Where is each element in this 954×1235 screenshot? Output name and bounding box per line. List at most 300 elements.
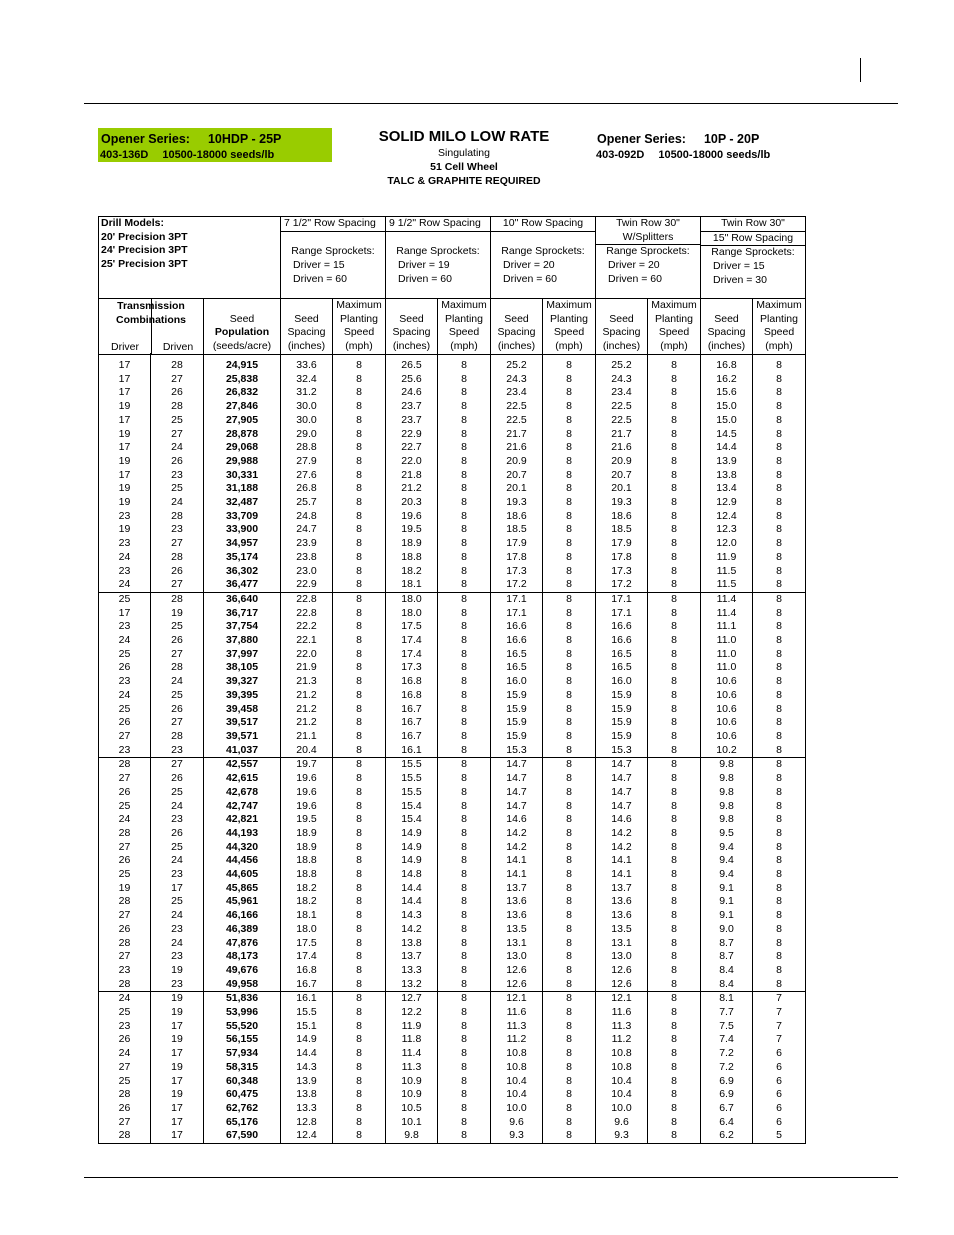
table-cell: 8 [648, 648, 701, 662]
table-cell: 12.6 [596, 964, 648, 978]
table-cell: 17.3 [491, 565, 543, 579]
table-cell: 28 [99, 827, 151, 841]
table-cell: 17 [99, 386, 151, 400]
table-cell: 9.8 [386, 1129, 438, 1143]
table-cell: 8 [648, 1033, 701, 1047]
table-cell: 27.6 [281, 469, 333, 483]
table-cell: 8 [438, 537, 491, 551]
table-cell: 14.3 [386, 909, 438, 923]
table-cell: 17 [151, 1075, 204, 1089]
table-cell: 8 [753, 496, 806, 510]
seed-spacing-header: Seed Spacing (inches) [596, 299, 648, 355]
table-cell: 12.1 [491, 992, 543, 1006]
table-cell: 19 [151, 607, 204, 621]
table-cell: 8 [438, 1102, 491, 1116]
table-cell: 60,348 [204, 1075, 281, 1089]
table-cell: 8 [648, 400, 701, 414]
table-cell: 17 [151, 1102, 204, 1116]
table-cell: 19 [151, 1088, 204, 1102]
table-cell: 25 [99, 868, 151, 882]
table-cell: 24 [151, 909, 204, 923]
seed-spacing-header: Seed Spacing (inches) [386, 299, 438, 355]
table-cell: 8 [753, 565, 806, 579]
table-cell: 44,193 [204, 827, 281, 841]
table-cell: 24.3 [596, 373, 648, 387]
table-cell: 10.9 [386, 1088, 438, 1102]
table-cell: 5 [753, 1129, 806, 1143]
table-cell: 8 [438, 964, 491, 978]
table-cell: 8 [753, 895, 806, 909]
spacing-7-5-cell [281, 217, 386, 299]
table-cell: 24 [151, 675, 204, 689]
table-cell: 17 [99, 373, 151, 387]
table-cell: 8 [333, 510, 386, 524]
table-cell: 25.2 [491, 353, 543, 373]
table-cell: 16.8 [281, 964, 333, 978]
table-cell: 25 [99, 703, 151, 717]
table-cell: 8 [543, 565, 596, 579]
table-cell: 12.3 [701, 523, 753, 537]
table-cell: 8 [753, 551, 806, 565]
table-cell: 25 [151, 414, 204, 428]
table-cell: 8 [543, 607, 596, 621]
table-cell: 14.7 [596, 786, 648, 800]
table-cell: 14.7 [491, 800, 543, 814]
table-cell: 14.1 [491, 868, 543, 882]
table-cell: 8 [753, 537, 806, 551]
table-cell: 8 [753, 813, 806, 827]
table-cell: 25.6 [386, 373, 438, 387]
table-cell: 8 [753, 758, 806, 772]
table-cell: 9.8 [701, 772, 753, 786]
table-cell: 11.8 [386, 1033, 438, 1047]
table-cell: 8 [333, 1047, 386, 1061]
table-cell: 15.9 [491, 716, 543, 730]
table-cell: 17.8 [491, 551, 543, 565]
table-cell: 27 [151, 716, 204, 730]
table-cell: 8 [333, 800, 386, 814]
table-cell: 23.7 [386, 400, 438, 414]
table-cell: 8 [753, 703, 806, 717]
table-cell: 8 [648, 1020, 701, 1034]
table-row [99, 565, 806, 579]
table-cell: 28 [99, 937, 151, 951]
table-cell: 11.2 [491, 1033, 543, 1047]
table-cell: 17 [99, 414, 151, 428]
table-cell: 46,389 [204, 923, 281, 937]
table-cell: 8 [333, 813, 386, 827]
table-cell: 8.4 [701, 964, 753, 978]
table-cell: 13.7 [386, 950, 438, 964]
table-cell: 9.6 [491, 1116, 543, 1130]
table-cell: 24 [99, 578, 151, 592]
table-cell: 24 [99, 689, 151, 703]
table-cell: 8 [648, 992, 701, 1006]
table-cell: 14.6 [491, 813, 543, 827]
table-row [99, 648, 806, 662]
table-cell: 8 [648, 827, 701, 841]
table-cell: 10.4 [491, 1075, 543, 1089]
table-cell: 13.3 [281, 1102, 333, 1116]
table-cell: 28 [99, 1088, 151, 1102]
table-cell: 8 [438, 675, 491, 689]
table-cell: 7 [753, 1033, 806, 1047]
table-cell: 8 [753, 607, 806, 621]
table-cell: 13.8 [281, 1088, 333, 1102]
table-cell: 8 [648, 1075, 701, 1089]
table-cell: 25 [151, 620, 204, 634]
table-cell: 8 [438, 1033, 491, 1047]
table-cell: 8 [438, 523, 491, 537]
table-cell: 8 [648, 868, 701, 882]
header-rule [84, 103, 898, 104]
table-cell: 8 [753, 689, 806, 703]
table-cell: 23.7 [386, 414, 438, 428]
table-cell: 8 [648, 882, 701, 896]
table-cell: 17 [151, 1116, 204, 1130]
table-cell: 25 [151, 689, 204, 703]
table-cell: 14.7 [491, 758, 543, 772]
table-cell: 23 [151, 978, 204, 992]
table-cell: 25 [151, 841, 204, 855]
table-cell: 11.0 [701, 648, 753, 662]
table-cell: 13.6 [491, 895, 543, 909]
table-cell: 14.2 [596, 827, 648, 841]
table-cell: 8 [543, 730, 596, 744]
table-cell: 8 [648, 1061, 701, 1075]
table-cell: 11.9 [386, 1020, 438, 1034]
table-cell: 9.3 [491, 1129, 543, 1143]
table-cell: 35,174 [204, 551, 281, 565]
table-cell: 14.1 [596, 854, 648, 868]
table-row [99, 634, 806, 648]
table-cell: 8 [753, 868, 806, 882]
table-cell: 10.8 [596, 1061, 648, 1075]
table-cell: 14.7 [596, 800, 648, 814]
table-cell: 23 [99, 565, 151, 579]
table-cell: 8 [753, 523, 806, 537]
table-cell: 27 [151, 578, 204, 592]
table-cell: 8 [438, 758, 491, 772]
table-row [99, 689, 806, 703]
table-row [99, 813, 806, 827]
footer-rule [84, 1177, 898, 1178]
table-cell: 24.7 [281, 523, 333, 537]
table-cell: 8 [543, 1033, 596, 1047]
opener-right-rate: 10500-18000 seeds/lb [658, 149, 771, 161]
table-cell: 16.0 [596, 675, 648, 689]
table-cell: 9.8 [701, 800, 753, 814]
driven-header: Driven [162, 341, 194, 353]
table-cell: 26 [151, 703, 204, 717]
table-cell: 47,876 [204, 937, 281, 951]
table-cell: 8 [333, 730, 386, 744]
table-cell: 10.8 [596, 1047, 648, 1061]
table-cell: 19.7 [281, 758, 333, 772]
table-cell: 14.4 [386, 882, 438, 896]
table-cell: 15.0 [701, 414, 753, 428]
table-cell: 14.1 [596, 868, 648, 882]
table-cell: 8 [438, 510, 491, 524]
table-cell: 8 [333, 1033, 386, 1047]
table-cell: 51,836 [204, 992, 281, 1006]
table-cell: 22.8 [281, 592, 333, 606]
table-cell: 8 [543, 661, 596, 675]
table-cell: 8 [333, 964, 386, 978]
table-row [99, 758, 806, 772]
table-cell: 8 [648, 800, 701, 814]
table-cell: 25 [99, 1075, 151, 1089]
table-cell: 14.7 [596, 772, 648, 786]
table-cell: 62,762 [204, 1102, 281, 1116]
table-cell: 13.4 [701, 482, 753, 496]
table-cell: 8 [333, 428, 386, 442]
table-cell: 19 [151, 1033, 204, 1047]
table-cell: 27 [151, 758, 204, 772]
table-cell: 8 [543, 428, 596, 442]
table-cell: 8 [333, 882, 386, 896]
table-cell: 8 [648, 937, 701, 951]
table-cell: 8 [543, 414, 596, 428]
table-cell: 20.9 [596, 455, 648, 469]
table-cell: 24 [99, 634, 151, 648]
table-cell: 8 [543, 1006, 596, 1020]
table-cell: 18.8 [386, 551, 438, 565]
seeding-rate-table [98, 353, 806, 1144]
table-cell: 21.3 [281, 675, 333, 689]
table-cell: 12.8 [281, 1116, 333, 1130]
table-cell: 8 [333, 854, 386, 868]
table-cell: 16.5 [596, 661, 648, 675]
table-cell: 11.0 [701, 661, 753, 675]
table-cell: 8 [438, 620, 491, 634]
table-cell: 8 [438, 482, 491, 496]
table-cell: 38,105 [204, 661, 281, 675]
table-cell: 13.9 [281, 1075, 333, 1089]
table-cell: 27 [99, 1116, 151, 1130]
table-cell: 25 [99, 800, 151, 814]
table-cell: 8 [543, 1047, 596, 1061]
table-cell: 8 [438, 414, 491, 428]
table-row [99, 800, 806, 814]
table-cell: 16.6 [491, 620, 543, 634]
seed-spacing-header: Seed Spacing (inches) [701, 299, 753, 355]
table-cell: 31.2 [281, 386, 333, 400]
table-cell: 8 [438, 373, 491, 387]
table-cell: 8 [543, 592, 596, 606]
table-cell: 26 [99, 923, 151, 937]
table-cell: 42,615 [204, 772, 281, 786]
table-cell: 8 [438, 1088, 491, 1102]
table-cell: 25.7 [281, 496, 333, 510]
table-cell: 26 [151, 634, 204, 648]
table-cell: 8 [438, 1047, 491, 1061]
table-cell: 8 [648, 772, 701, 786]
table-cell: 23.0 [281, 565, 333, 579]
table-cell: 11.5 [701, 565, 753, 579]
table-cell: 8 [438, 428, 491, 442]
table-cell: 8 [333, 772, 386, 786]
table-cell: 8 [438, 854, 491, 868]
table-row [99, 496, 806, 510]
table-cell: 17 [99, 469, 151, 483]
drill-model: 25' Precision 3PT [101, 258, 188, 271]
table-cell: 8 [438, 813, 491, 827]
table-cell: 6.4 [701, 1116, 753, 1130]
table-cell: 9.1 [701, 895, 753, 909]
table-cell: 15.3 [491, 744, 543, 758]
table-cell: 16.7 [386, 703, 438, 717]
table-cell: 29,068 [204, 441, 281, 455]
table-cell: 8 [333, 353, 386, 373]
table-cell: 8 [753, 414, 806, 428]
table-cell: 20.1 [491, 482, 543, 496]
table-cell: 13.0 [596, 950, 648, 964]
table-cell: 8 [543, 400, 596, 414]
table-cell: 11.4 [701, 592, 753, 606]
table-cell: 26 [99, 1033, 151, 1047]
table-cell: 8 [333, 744, 386, 758]
table-cell: 17.8 [596, 551, 648, 565]
table-cell: 8 [753, 964, 806, 978]
table-cell: 8 [438, 551, 491, 565]
table-cell: 8 [648, 1088, 701, 1102]
table-cell: 13.1 [491, 937, 543, 951]
table-cell: 15.1 [281, 1020, 333, 1034]
range-driver: Driver = 19 [398, 259, 450, 272]
table-cell: 24 [99, 992, 151, 1006]
table-cell: 23.9 [281, 537, 333, 551]
table-cell: 19.6 [281, 786, 333, 800]
table-cell: 27 [151, 373, 204, 387]
table-cell: 14.2 [491, 841, 543, 855]
table-cell: 8 [648, 964, 701, 978]
opener-right-label: Opener Series: [597, 132, 686, 146]
table-cell: 8 [753, 744, 806, 758]
table-row [99, 854, 806, 868]
column-headers [98, 298, 806, 355]
table-cell: 8 [648, 592, 701, 606]
table-row [99, 482, 806, 496]
table-cell: 12.1 [596, 992, 648, 1006]
table-cell: 8 [543, 978, 596, 992]
table-cell: 16.7 [386, 716, 438, 730]
table-cell: 8 [648, 854, 701, 868]
spacing-heading: 7 1/2" Row Spacing [281, 217, 385, 232]
table-cell: 18.9 [281, 841, 333, 855]
table-cell: 18.8 [281, 854, 333, 868]
table-cell: 14.8 [386, 868, 438, 882]
table-cell: 6 [753, 1088, 806, 1102]
table-cell: 8 [438, 455, 491, 469]
spacing-9-5-cell [386, 217, 491, 299]
table-row [99, 428, 806, 442]
table-cell: 17.1 [491, 607, 543, 621]
table-cell: 17.9 [596, 537, 648, 551]
table-cell: 8 [753, 730, 806, 744]
table-row [99, 827, 806, 841]
table-cell: 42,678 [204, 786, 281, 800]
table-cell: 8 [648, 386, 701, 400]
table-cell: 33.6 [281, 353, 333, 373]
table-cell: 13.2 [386, 978, 438, 992]
table-cell: 8 [333, 496, 386, 510]
table-cell: 15.9 [491, 689, 543, 703]
table-cell: 8 [438, 592, 491, 606]
max-speed-header: Maximum Planting Speed (mph) [648, 299, 701, 355]
table-cell: 8 [648, 537, 701, 551]
table-cell: 18.0 [281, 923, 333, 937]
spacing-heading: Twin Row 30" [616, 217, 680, 229]
table-cell: 8 [438, 744, 491, 758]
table-cell: 10.8 [491, 1061, 543, 1075]
table-cell: 8 [543, 689, 596, 703]
table-cell: 8 [648, 1102, 701, 1116]
table-cell: 9.1 [701, 882, 753, 896]
table-cell: 8 [438, 441, 491, 455]
table-cell: 8 [753, 386, 806, 400]
table-cell: 17.5 [281, 937, 333, 951]
table-cell: 8 [648, 1129, 701, 1143]
table-cell: 8 [543, 1061, 596, 1075]
table-cell: 14.2 [596, 841, 648, 855]
table-cell: 10.5 [386, 1102, 438, 1116]
table-cell: 13.9 [701, 455, 753, 469]
table-row [99, 1020, 806, 1034]
table-cell: 7.7 [701, 1006, 753, 1020]
table-cell: 41,037 [204, 744, 281, 758]
table-cell: 15.0 [701, 400, 753, 414]
table-row [99, 1061, 806, 1075]
table-cell: 16.7 [386, 730, 438, 744]
table-cell: 17.5 [386, 620, 438, 634]
table-cell: 11.3 [596, 1020, 648, 1034]
table-cell: 22.7 [386, 441, 438, 455]
table-cell: 8 [543, 758, 596, 772]
table-cell: 8 [753, 441, 806, 455]
table-cell: 6 [753, 1047, 806, 1061]
table-cell: 8 [333, 469, 386, 483]
table-cell: 14.5 [701, 428, 753, 442]
table-cell: 9.8 [701, 786, 753, 800]
table-cell: 8 [648, 551, 701, 565]
table-cell: 23 [99, 675, 151, 689]
table-cell: 8 [753, 455, 806, 469]
table-cell: 8 [438, 607, 491, 621]
table-row [99, 1102, 806, 1116]
table-cell: 16.5 [491, 648, 543, 662]
range-driven: Driven = 30 [713, 273, 767, 286]
table-row [99, 1129, 806, 1143]
table-cell: 11.0 [701, 634, 753, 648]
table-cell: 22.5 [596, 400, 648, 414]
table-cell: 12.6 [491, 964, 543, 978]
table-cell: 10.6 [701, 689, 753, 703]
table-cell: 20.7 [491, 469, 543, 483]
header-page-marker [860, 58, 861, 82]
table-cell: 15.3 [596, 744, 648, 758]
table-cell: 25.2 [596, 353, 648, 373]
table-cell: 15.9 [596, 730, 648, 744]
table-cell: 10.4 [491, 1088, 543, 1102]
table-cell: 11.4 [386, 1047, 438, 1061]
table-cell: 17.4 [281, 950, 333, 964]
table-cell: 8 [438, 1075, 491, 1089]
table-cell: 11.5 [701, 578, 753, 592]
table-cell: 16.1 [386, 744, 438, 758]
table-cell: 30,331 [204, 469, 281, 483]
table-cell: 24 [151, 441, 204, 455]
